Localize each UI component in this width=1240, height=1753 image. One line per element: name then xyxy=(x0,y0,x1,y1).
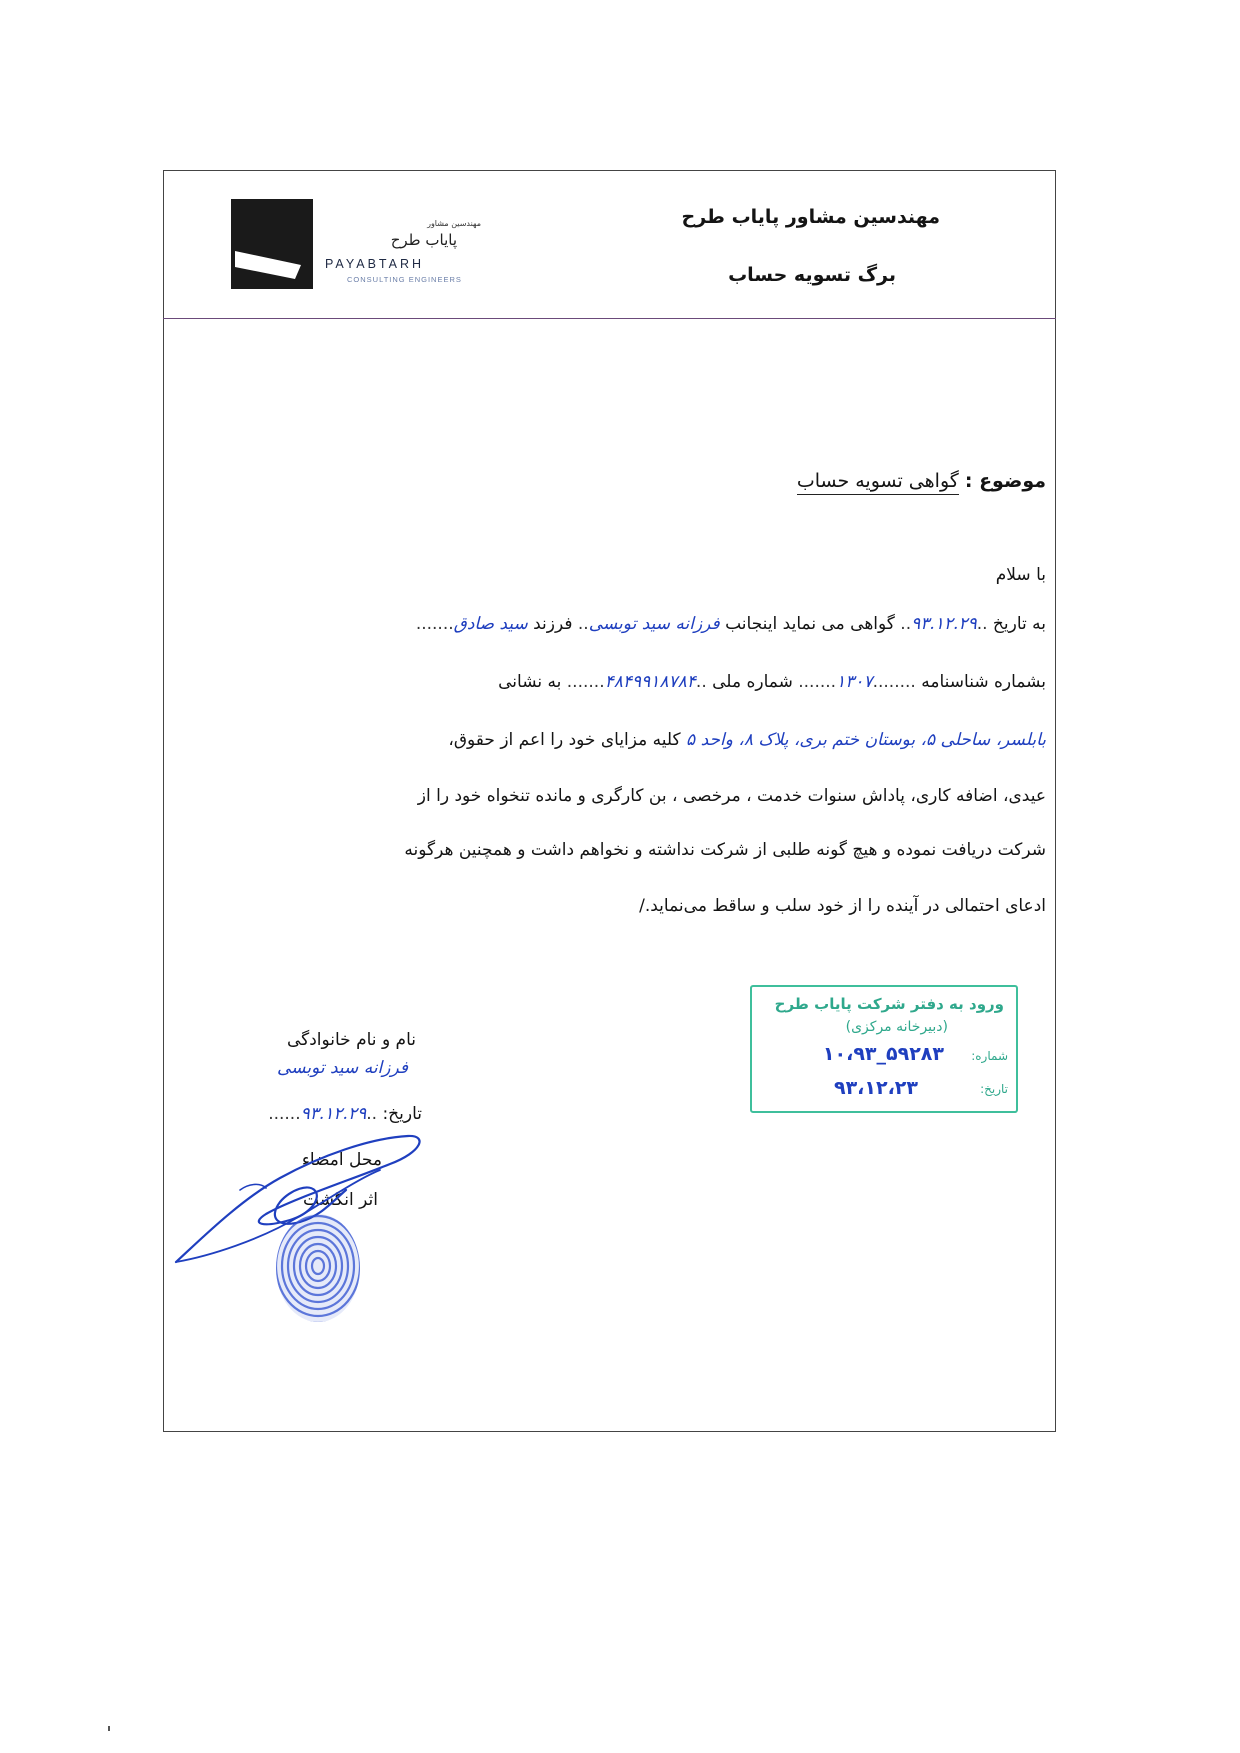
body-line-5: شرکت دریافت نموده و هیچ گونه طلبی از شرکت نداشته و نخواهم داشت و همچنین هرگونه xyxy=(404,840,1046,860)
body-text: کلیه مزایای خود را اعم از حقوق، xyxy=(448,730,681,750)
signature-place-label: محل امضاء xyxy=(301,1150,382,1170)
body-line-3 xyxy=(194,730,1046,750)
stamp-number-value: ۱۰،۹۳_۵۹۲۸۳ xyxy=(822,1043,944,1065)
handwritten-national-id: ۴۸۴۹۹۱۸۷۸۴ xyxy=(604,672,696,692)
logo-mark-icon xyxy=(231,199,313,289)
handwritten-name: فرزانه سید توبسی xyxy=(588,614,720,634)
greeting: با سلام xyxy=(995,565,1046,585)
body-text: شماره ملی xyxy=(712,672,793,692)
logo-fa-name: پایاب طرح xyxy=(390,231,457,249)
stamp-date-label: تاریخ: xyxy=(980,1082,1008,1096)
subject-label: موضوع : xyxy=(964,470,1046,492)
signer-date-value: ۹۳.۱۲.۲۹ xyxy=(300,1104,367,1124)
stamp-number-label: شماره: xyxy=(971,1049,1008,1063)
fingerprint-icon xyxy=(268,1208,368,1328)
stamp-subtitle: (دبیرخانه مرکزی) xyxy=(845,1019,948,1035)
company-name: مهندسین مشاور پایاب طرح xyxy=(681,206,940,228)
handwritten-date: ۹۳.۱۲.۲۹ xyxy=(911,614,977,634)
logo-fa-small: مهندسین مشاور xyxy=(427,219,481,228)
handwritten-id-number: ۱۳۰۷ xyxy=(836,672,873,692)
signer-name-value: فرزانه سید توبسی xyxy=(277,1058,408,1078)
stamp-title: ورود به دفتر شرکت پایاب طرح xyxy=(774,995,1004,1013)
scan-mark xyxy=(108,1726,110,1731)
body-text: گواهی می نماید اینجانب xyxy=(725,614,895,634)
signer-name-label: نام و نام خانوادگی xyxy=(286,1030,416,1050)
registration-stamp xyxy=(750,985,1018,1113)
body-text: فرزند xyxy=(533,614,573,634)
logo-en-sub: CONSULTING ENGINEERS xyxy=(347,275,462,284)
form-title: برگ تسویه حساب xyxy=(728,264,896,286)
body-line-4: عیدی، اضافه کاری، پاداش سنوات خدمت ، مرخصی ، بن کارگری و مانده تنخواه خود را از xyxy=(417,786,1046,806)
body-text: به تاریخ xyxy=(992,614,1046,634)
stamp-date-value: ۹۳،۱۲،۲۳ xyxy=(833,1077,918,1099)
body-line-6: ادعای احتمالی در آینده را از خود سلب و ساقط می‌نماید./ xyxy=(639,896,1046,916)
logo-en-name: PAYABTARH xyxy=(325,257,425,271)
company-logo xyxy=(231,199,491,293)
body-text: به نشانی xyxy=(498,672,562,692)
body-line-1: به تاریخ ..۹۳.۱۲.۲۹.. گواهی می نماید اینجانب فرزانه سید توبسی.. فرزند سید صادق....... xyxy=(415,614,1046,634)
subject-value: گواهی تسویه حساب xyxy=(797,470,959,495)
header-divider xyxy=(163,318,1056,319)
signer-date: تاریخ: ..۹۳.۱۲.۲۹...... xyxy=(268,1104,422,1124)
body-text: بشماره شناسنامه xyxy=(921,672,1046,692)
handwritten-father-name: سید صادق xyxy=(453,614,528,634)
body-line-2: بشماره شناسنامه ........۱۳۰۷....... شماره ملی ..۴۸۴۹۹۱۸۷۸۴....... به نشانی xyxy=(498,672,1046,692)
handwritten-address: بابلسر، ساحلی ۵، بوستان ختم بری، پلاک ۸، واحد ۵ xyxy=(686,730,1046,750)
thumbprint-label: اثر انگشت xyxy=(303,1190,378,1210)
subject-line xyxy=(797,470,1046,492)
signer-date-label: تاریخ: xyxy=(382,1104,422,1124)
